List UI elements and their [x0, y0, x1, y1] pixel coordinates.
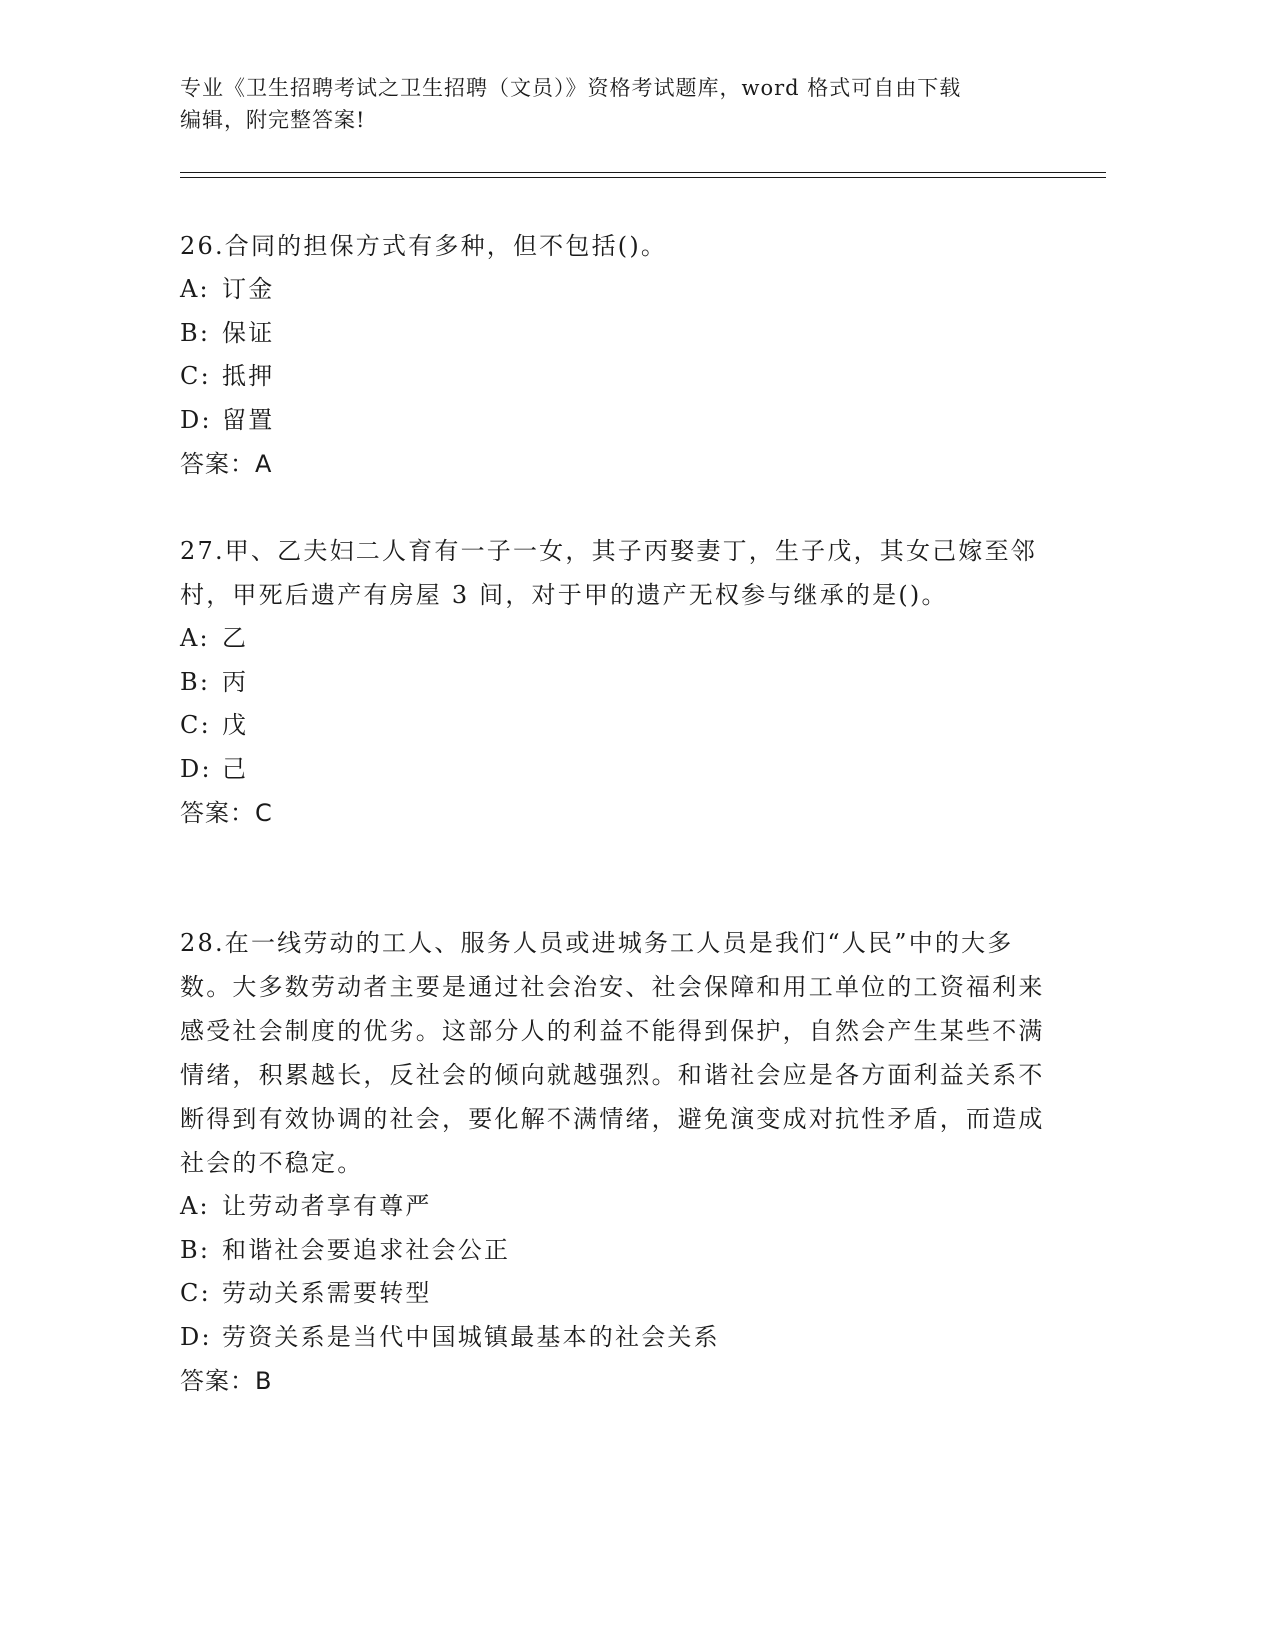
- option-text: 劳动关系需要转型: [222, 1279, 432, 1307]
- question-26: [180, 224, 1050, 486]
- option-key: C:: [180, 711, 211, 739]
- option-text: 让劳动者享有尊严: [222, 1192, 432, 1220]
- option-key: D:: [180, 754, 212, 783]
- option-d: [180, 1316, 1050, 1360]
- option-text: 保证: [222, 318, 275, 347]
- option-text: 丙: [222, 667, 249, 696]
- header-divider-top: [180, 172, 1106, 173]
- answer-line: 答案：A: [180, 450, 273, 478]
- option-a: [180, 617, 1050, 661]
- option-d: [180, 399, 1050, 443]
- header-line-1: 专业《卫生招聘考试之卫生招聘（文员）》资格考试题库，word 格式可自由下载: [180, 76, 962, 100]
- option-b: [180, 1229, 1050, 1273]
- option-b: [180, 661, 1050, 705]
- option-text: 己: [222, 754, 249, 783]
- option-c: [180, 355, 1050, 399]
- option-key: B:: [180, 1235, 211, 1264]
- option-c: [180, 1272, 1050, 1316]
- header-divider-bottom: [180, 177, 1106, 178]
- option-text: 抵押: [222, 362, 275, 390]
- option-c: [180, 704, 1050, 748]
- question-27: [180, 529, 1050, 835]
- question-28: [180, 921, 1050, 1403]
- answer-line: 答案：B: [180, 1367, 273, 1395]
- option-a: [180, 1185, 1050, 1229]
- option-a: [180, 268, 1050, 312]
- option-key: D:: [180, 405, 212, 434]
- question-stem: 28.在一线劳动的工人、服务人员或进城务工人员是我们“人民”中的大多数。大多数劳动者主要是通过社会治安、社会保障和用工单位的工资福利来感受社会制度的优劣。这部分人的利益不能得到保护，自然会产生某些不满情绪，积累越长，反社会的倾向就越强烈。和谐社会应是各方面利益关系不断得到有效协调的社会，要化解不满情绪，避免演变成对抗性矛盾，而造成社会的不稳定。: [180, 929, 1045, 1177]
- option-text: 戊: [222, 711, 249, 739]
- option-key: A:: [180, 275, 210, 303]
- question-stem: 27.甲、乙夫妇二人育有一子一女，其子丙娶妻丁，生子戊，其女己嫁至邻村，甲死后遗产有房屋 3 间，对于甲的遗产无权参与继承的是()。: [180, 537, 1037, 609]
- option-key: A:: [180, 1192, 210, 1220]
- option-key: C:: [180, 362, 211, 390]
- option-b: [180, 312, 1050, 356]
- answer-line: 答案：C: [180, 799, 273, 827]
- option-text: 和谐社会要追求社会公正: [222, 1235, 511, 1264]
- document-header: [180, 72, 1060, 136]
- option-text: 乙: [222, 624, 249, 652]
- option-key: C:: [180, 1279, 211, 1307]
- option-d: [180, 748, 1050, 792]
- header-line-2: 编辑，附完整答案!: [180, 108, 366, 132]
- option-text: 留置: [222, 405, 275, 434]
- option-key: D:: [180, 1322, 212, 1351]
- question-stem: 26.合同的担保方式有多种，但不包括()。: [180, 232, 668, 260]
- option-key: A:: [180, 624, 210, 652]
- option-key: B:: [180, 318, 211, 347]
- option-key: B:: [180, 667, 211, 696]
- option-text: 订金: [222, 275, 275, 303]
- option-text: 劳资关系是当代中国城镇最基本的社会关系: [222, 1322, 720, 1351]
